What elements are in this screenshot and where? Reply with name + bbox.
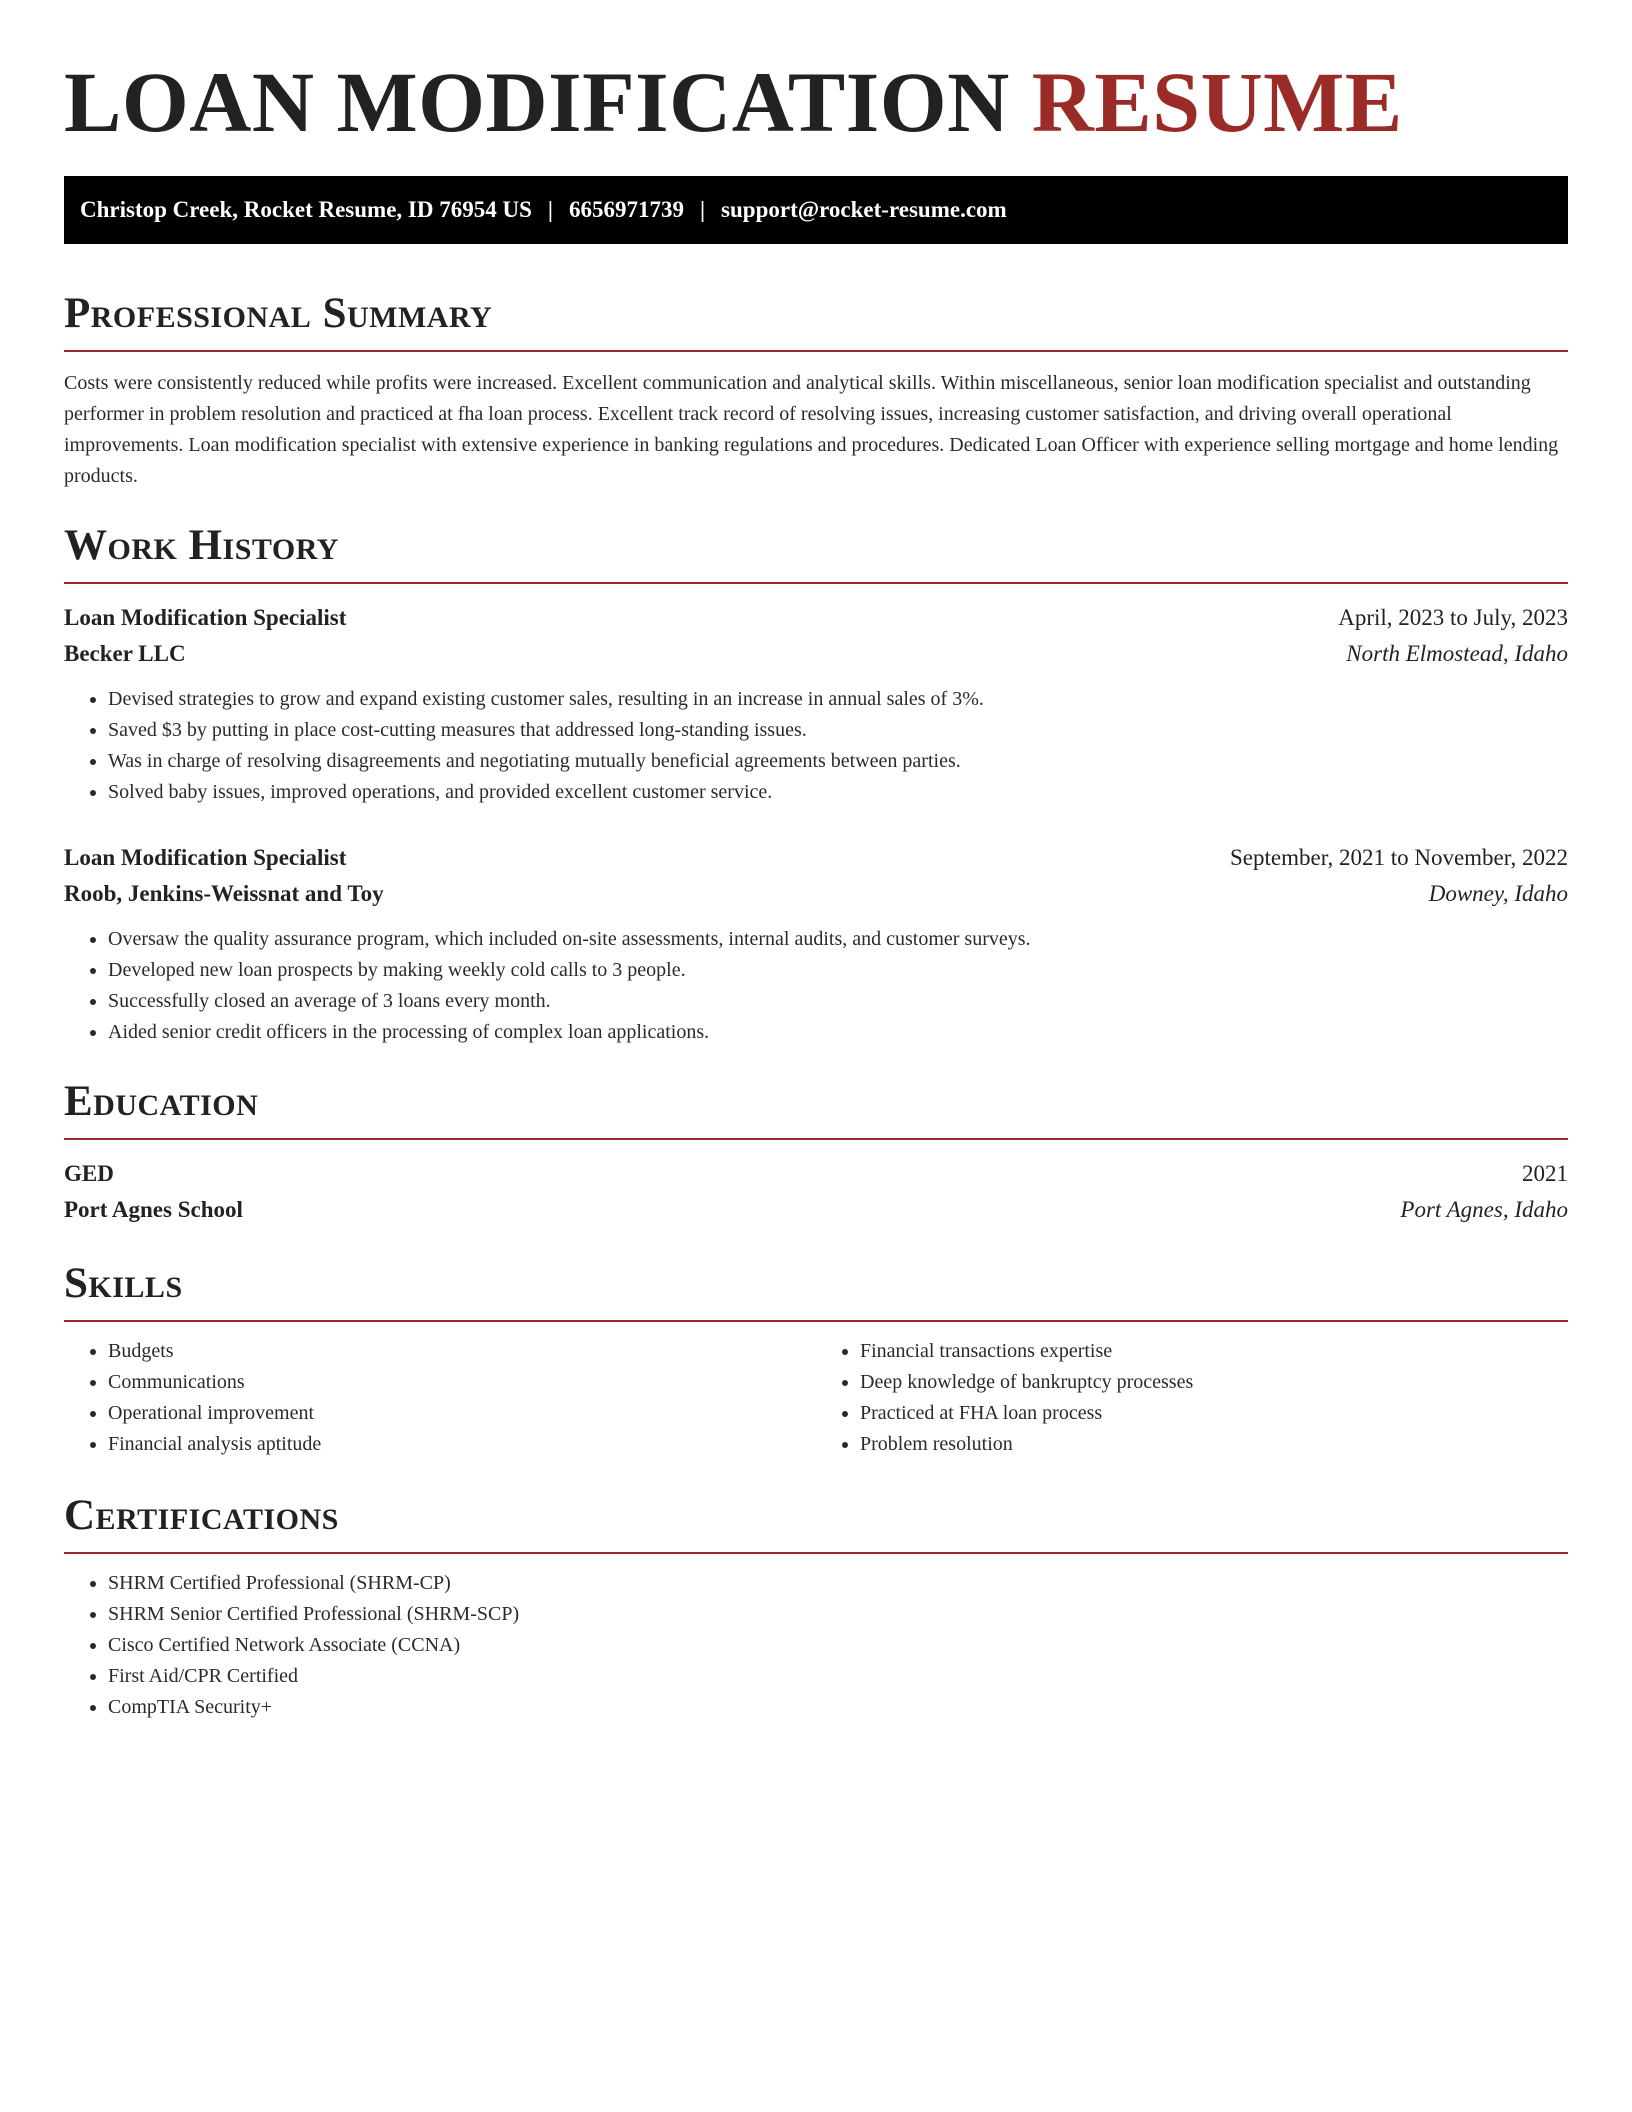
contact-separator: | [699,197,706,222]
job-entry [64,600,1568,808]
education-school-row [64,1192,1568,1228]
skills-grid [64,1336,1568,1460]
job-title-row [64,840,1568,876]
job-company: Becker LLC [64,641,186,666]
certification-item: • SHRM Senior Certified Professional (SHRM-SCP) [108,1599,1568,1630]
section-divider [64,1320,1568,1322]
skills-list-left [64,1336,816,1460]
job-bullet: • Devised strategies to grow and expand existing customer sales, resulting in an increase in annual sales of 3%. [108,684,1568,715]
resume-title [64,0,1568,148]
skill-item: • Operational improvement [108,1398,816,1429]
summary-text: Costs were consistently reduced while profits were increased. Excellent communication and analytical skills. Within miscellaneous, senior loan modification specialist and outstanding performer in problem resolution and practiced at fha loan process. Excellent track record of resolving issues, increasing customer satisfaction, and driving overall operational improvements. Loan modification specialist with extensive experience in banking regulations and procedures. Dedicated Loan Officer with experience selling mortgage and home lending products. [64,372,1559,487]
job-company-row [64,636,1568,672]
skills-heading: Skills [64,1260,183,1307]
job-dates: September, 2021 to November, 2022 [1230,845,1568,870]
education-heading: Education [64,1078,259,1125]
certification-item: • Cisco Certified Network Associate (CCNA) [108,1630,1568,1661]
title-main: LOAN MODIFICATION [64,54,1010,150]
certifications-heading: Certifications [64,1492,339,1539]
job-company: Roob, Jenkins-Weissnat and Toy [64,881,384,906]
certifications-list [64,1568,1568,1723]
skill-item: • Problem resolution [860,1429,1568,1460]
certification-item: • CompTIA Security+ [108,1692,1568,1723]
contact-phone: 6656971739 [568,197,684,222]
job-title: Loan Modification Specialist [64,605,347,630]
skill-item: • Practiced at FHA loan process [860,1398,1568,1429]
skill-item: • Financial transactions expertise [860,1336,1568,1367]
education-section [64,1076,1568,1228]
contact-bar [64,176,1568,244]
summary-section [64,288,1568,492]
summary-heading: Professional Summary [64,290,493,337]
job-bullets [64,924,1568,1048]
job-location: Downey, Idaho [1428,881,1568,906]
job-title-row [64,600,1568,636]
skill-item: • Budgets [108,1336,816,1367]
education-year: 2021 [1522,1161,1568,1186]
skills-list-right [816,1336,1568,1460]
job-bullet: • Was in charge of resolving disagreements and negotiating mutually beneficial agreements between parties. [108,746,1568,777]
job-title: Loan Modification Specialist [64,845,347,870]
section-divider [64,1552,1568,1554]
education-degree: GED [64,1161,114,1186]
certification-item: • SHRM Certified Professional (SHRM-CP) [108,1568,1568,1599]
job-entry [64,840,1568,1048]
contact-email[interactable]: support@rocket-resume.com [721,197,1007,222]
education-location: Port Agnes, Idaho [1400,1197,1568,1222]
work-history-section [64,520,1568,1048]
section-divider [64,582,1568,584]
job-bullet: • Aided senior credit officers in the processing of complex loan applications. [108,1017,1568,1048]
section-divider [64,350,1568,352]
education-school: Port Agnes School [64,1197,243,1222]
resume-page [64,0,1568,1723]
education-entry [64,1156,1568,1228]
job-bullet: • Solved baby issues, improved operations, and provided excellent customer service. [108,777,1568,808]
contact-address: Christop Creek, Rocket Resume, ID 76954 US [80,197,532,222]
job-bullets [64,684,1568,808]
certifications-section [64,1490,1568,1723]
skills-section [64,1258,1568,1460]
job-dates: April, 2023 to July, 2023 [1338,605,1568,630]
certification-item: • First Aid/CPR Certified [108,1661,1568,1692]
job-location: North Elmostead, Idaho [1346,641,1568,666]
skill-item: • Financial analysis aptitude [108,1429,816,1460]
job-company-row [64,876,1568,912]
skill-item: • Communications [108,1367,816,1398]
work-history-heading: Work History [64,522,339,569]
job-bullet: • Oversaw the quality assurance program, which included on-site assessments, internal audits, and customer surveys. [108,924,1568,955]
contact-separator: | [547,197,553,222]
job-bullet: • Saved $3 by putting in place cost-cutting measures that addressed long-standing issues. [108,715,1568,746]
job-bullet: • Developed new loan prospects by making weekly cold calls to 3 people. [108,955,1568,986]
section-divider [64,1138,1568,1140]
education-degree-row [64,1156,1568,1192]
job-bullet: • Successfully closed an average of 3 loans every month. [108,986,1568,1017]
title-accent: RESUME [1031,54,1403,150]
skill-item: • Deep knowledge of bankruptcy processes [860,1367,1568,1398]
